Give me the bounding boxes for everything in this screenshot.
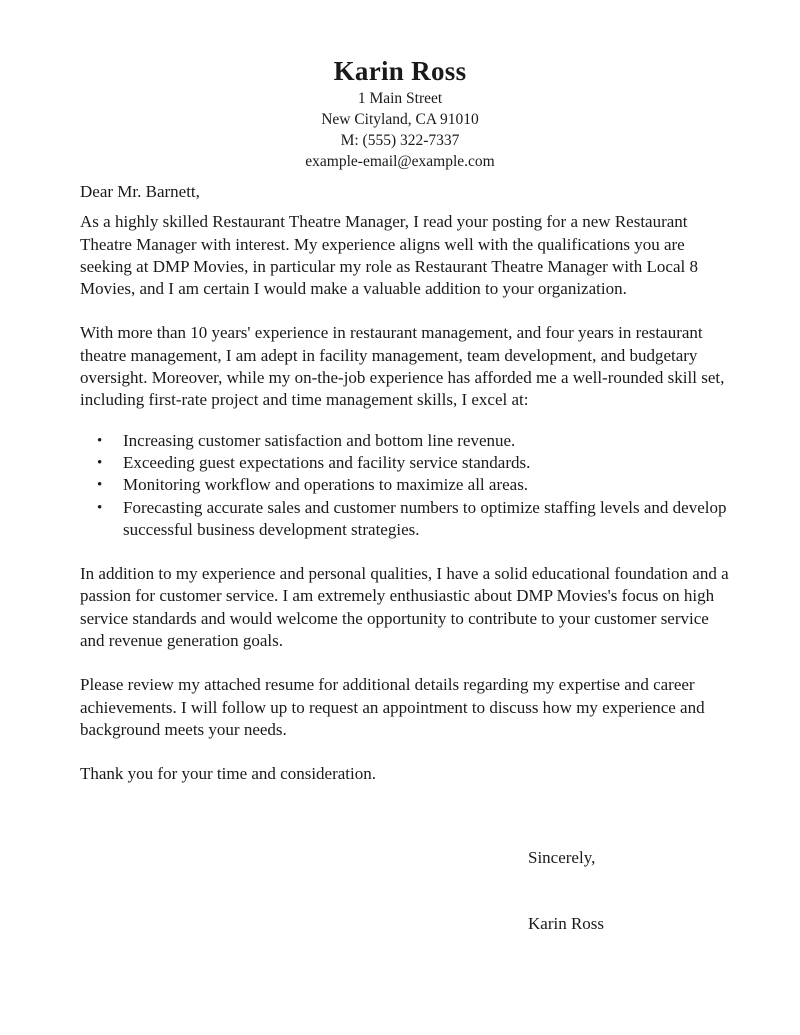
- paragraph-thanks: Thank you for your time and consideration.: [80, 764, 377, 784]
- letter-body: [80, 181, 730, 808]
- sender-address-line2: New Cityland, CA 91010: [321, 111, 479, 128]
- signature: Karin Ross: [528, 914, 605, 933]
- salutation: Dear Mr. Barnett,: [80, 182, 200, 201]
- sender-address-line1: 1 Main Street: [357, 90, 443, 107]
- list-item: • Increasing customer satisfaction and bottom line revenue.: [80, 430, 730, 452]
- paragraph-experience: With more than 10 years' experience in restaurant management, and four years in restaurant theatre management, I am adept in facility management, team development, and budgetary oversight. Moreover, while my on-the-job experience has afforded me a well-rounded skill set, including first-rate project and time management skills, I excel at:: [80, 323, 725, 410]
- paragraph-qualities: In addition to my experience and personal qualities, I have a solid educational foundation and a passion for customer service. I am extremely enthusiastic about DMP Movies's focus on high service standards and would welcome the opportunity to contribute to your customer service and revenue generation goals.: [80, 564, 729, 651]
- skills-list: [80, 430, 730, 541]
- paragraph-followup: Please review my attached resume for additional details regarding my expertise and career achievements. I will follow up to request an appointment to discuss how my experience and background meets your needs.: [80, 675, 705, 739]
- closing: Sincerely,: [528, 848, 596, 867]
- bullet-icon: •: [97, 477, 103, 494]
- sender-phone: M: (555) 322-7337: [340, 132, 460, 149]
- bullet-icon: •: [97, 499, 103, 516]
- list-item: • Exceeding guest expectations and facility service standards.: [80, 452, 730, 474]
- letter-header: [0, 54, 800, 172]
- list-item: • Monitoring workflow and operations to maximize all areas.: [80, 474, 730, 496]
- sender-name: Karin Ross: [333, 56, 467, 86]
- sender-email: example-email@example.com: [305, 153, 495, 170]
- bullet-icon: •: [97, 454, 103, 471]
- paragraph-intro: As a highly skilled Restaurant Theatre Manager, I read your posting for a new Restaurant Theatre Manager with interest. My experience aligns well with the qualifications you are seeking at DMP Movies, in particular my role as Restaurant Theatre Manager with Local 8 Movies, and I am certain I would make a valuable addition to your organization.: [80, 212, 698, 299]
- bullet-icon: •: [97, 432, 103, 449]
- list-item: • Forecasting accurate sales and customer numbers to optimize staffing levels and develop successful business development strategies.: [97, 497, 727, 539]
